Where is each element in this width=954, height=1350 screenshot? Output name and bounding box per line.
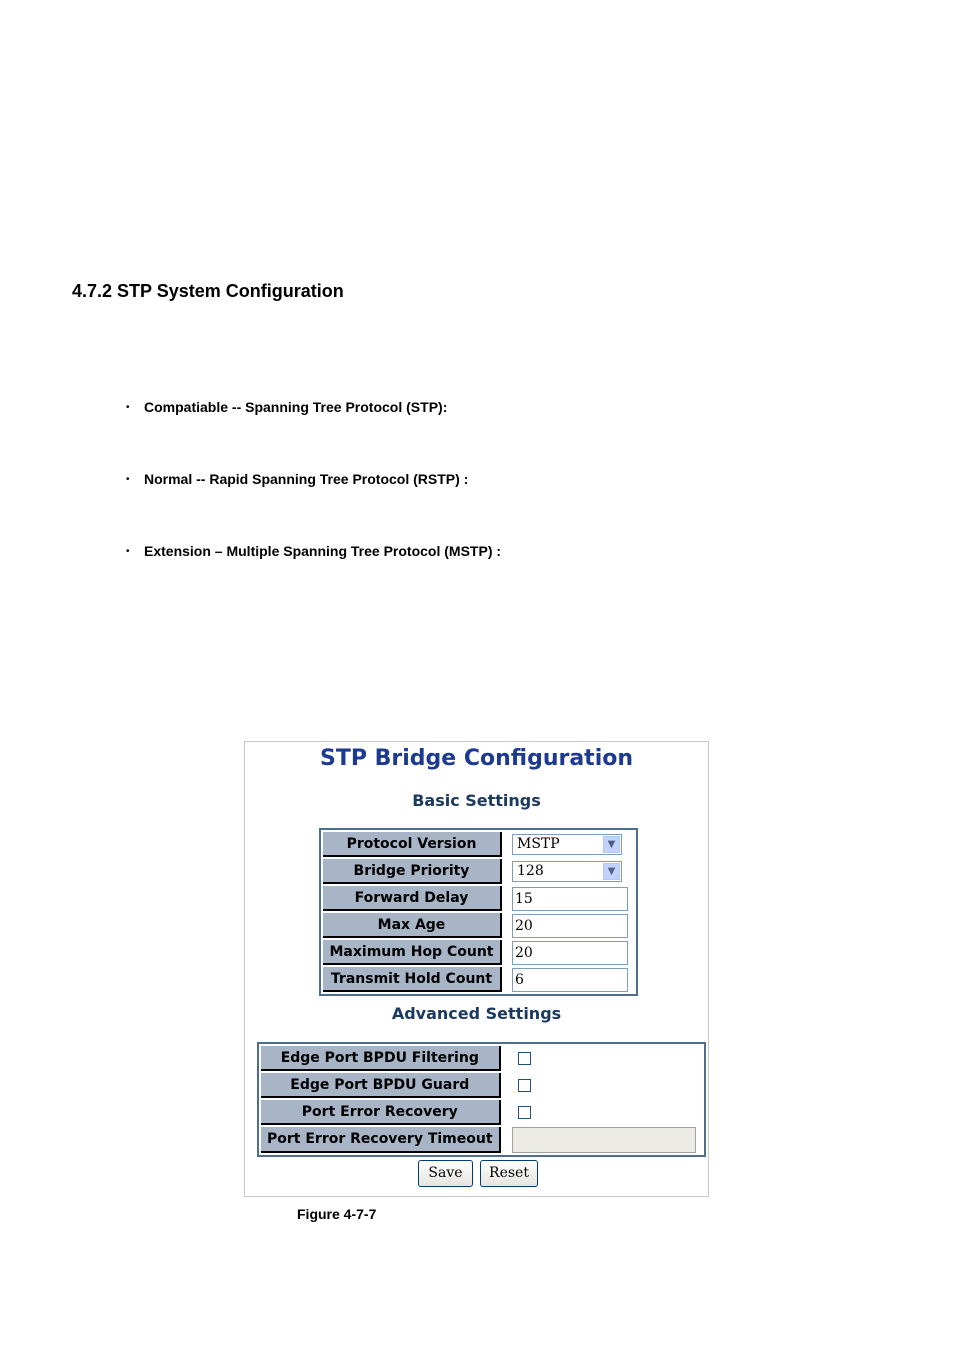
advanced-settings-table: [257, 1042, 706, 1157]
bullet-text: Extension – Multiple Spanning Tree Protocol (MSTP) :: [144, 543, 502, 559]
protocol-version-select[interactable]: [512, 834, 622, 855]
stp-bridge-config-figure: [244, 741, 709, 1197]
bullet-marker: •: [126, 473, 130, 485]
figure-caption: Figure 4-7-7: [297, 1206, 377, 1222]
bullet-text: Normal -- Rapid Spanning Tree Protocol (RSTP) :: [144, 471, 469, 487]
table-row: [323, 859, 634, 884]
edge-bpdu-guard-label: Edge Port BPDU Guard: [261, 1073, 501, 1098]
forward-delay-label: Forward Delay: [323, 886, 502, 911]
section-title: 4.7.2 STP System Configuration: [72, 281, 344, 301]
max-age-label: Max Age: [323, 913, 502, 938]
table-row: [323, 832, 634, 857]
bridge-priority-value: 128: [517, 863, 544, 879]
bridge-priority-label: Bridge Priority: [323, 859, 502, 884]
port-error-recovery-timeout-label: Port Error Recovery Timeout: [261, 1127, 501, 1153]
table-row: [261, 1127, 702, 1153]
bullet-item-mstp: [126, 543, 501, 559]
forward-delay-input[interactable]: 15: [512, 887, 628, 911]
protocol-version-value: MSTP: [517, 836, 560, 852]
bullet-item-stp: [126, 399, 447, 415]
bullet-marker: •: [126, 401, 130, 413]
transmit-hold-count-input[interactable]: 6: [512, 968, 628, 992]
table-row: [323, 967, 634, 992]
chevron-down-icon[interactable]: ▼: [603, 836, 620, 853]
bullet-marker: •: [126, 545, 130, 557]
table-row: [261, 1100, 702, 1125]
edge-bpdu-guard-checkbox[interactable]: [518, 1079, 531, 1092]
port-error-recovery-timeout-input[interactable]: [512, 1127, 696, 1153]
basic-settings-title: Basic Settings: [412, 791, 541, 810]
advanced-settings-title: Advanced Settings: [391, 1004, 562, 1023]
bridge-priority-select[interactable]: [512, 861, 622, 882]
edge-bpdu-filtering-checkbox[interactable]: [518, 1052, 531, 1065]
port-error-recovery-label: Port Error Recovery: [261, 1100, 501, 1125]
max-age-input[interactable]: 20: [512, 914, 628, 938]
transmit-hold-count-label: Transmit Hold Count: [323, 967, 502, 992]
save-button[interactable]: Save: [418, 1160, 473, 1187]
bullet-item-rstp: [126, 471, 468, 487]
table-row: [261, 1073, 702, 1098]
basic-settings-table: [319, 828, 638, 996]
edge-bpdu-filtering-label: Edge Port BPDU Filtering: [261, 1046, 501, 1071]
bullet-text: Compatiable -- Spanning Tree Protocol (STP):: [144, 399, 448, 415]
max-hop-count-label: Maximum Hop Count: [323, 940, 502, 965]
table-row: [323, 940, 634, 965]
figure-title: STP Bridge Configuration: [319, 746, 634, 771]
table-row: [323, 913, 634, 938]
reset-button[interactable]: Reset: [480, 1160, 538, 1187]
table-row: [323, 886, 634, 911]
table-row: [261, 1046, 702, 1071]
max-hop-count-input[interactable]: 20: [512, 941, 628, 965]
protocol-version-label: Protocol Version: [323, 832, 502, 857]
port-error-recovery-checkbox[interactable]: [518, 1106, 531, 1119]
chevron-down-icon[interactable]: ▼: [603, 863, 620, 880]
